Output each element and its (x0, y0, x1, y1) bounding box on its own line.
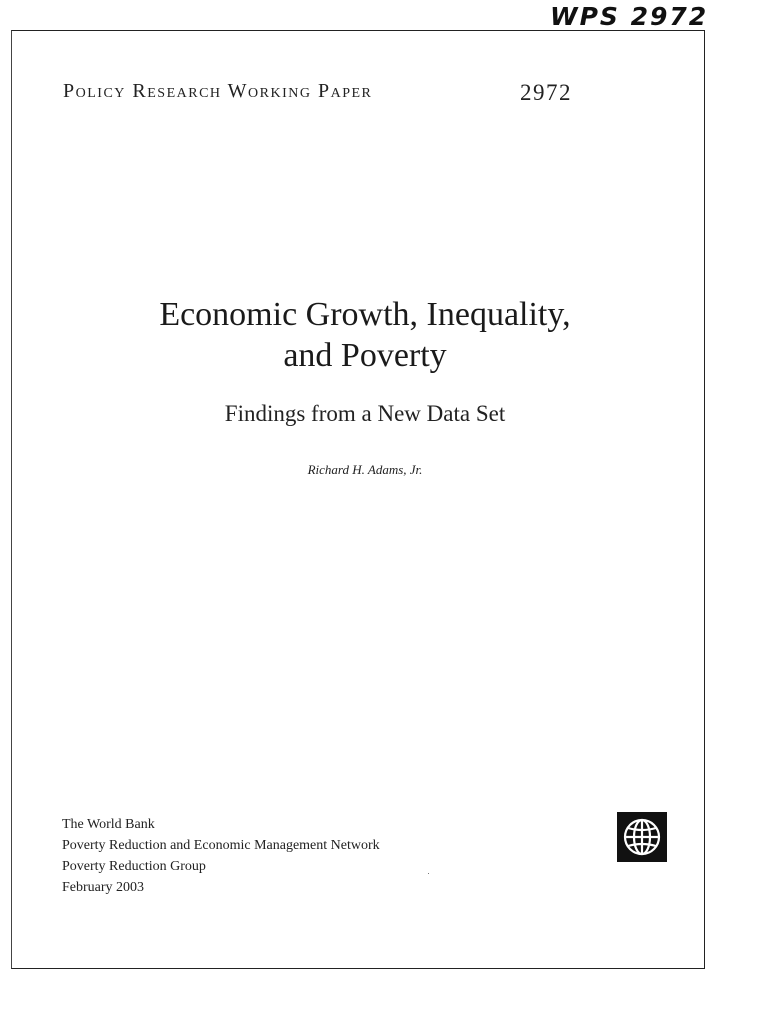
publisher-network: Poverty Reduction and Economic Management Network (62, 838, 380, 853)
publisher-organization: The World Bank (62, 817, 155, 832)
handwritten-report-id: WPS 2972 (550, 2, 709, 31)
series-title: Policy Research Working Paper (63, 80, 373, 102)
paper-subtitle: Findings from a New Data Set (224, 401, 506, 426)
publisher-block (62, 814, 380, 898)
paper-title (0, 294, 730, 376)
world-bank-globe-icon (617, 812, 667, 862)
paper-title-line-1: Economic Growth, Inequality, (159, 296, 571, 333)
paper-number: 2972 (520, 80, 572, 105)
author-name: Richard H. Adams, Jr. (307, 462, 423, 477)
paper-title-line-2: and Poverty (283, 337, 447, 374)
publisher-group: Poverty Reduction Group (62, 859, 206, 874)
scan-speck (428, 873, 429, 874)
publication-date: February 2003 (62, 880, 145, 895)
